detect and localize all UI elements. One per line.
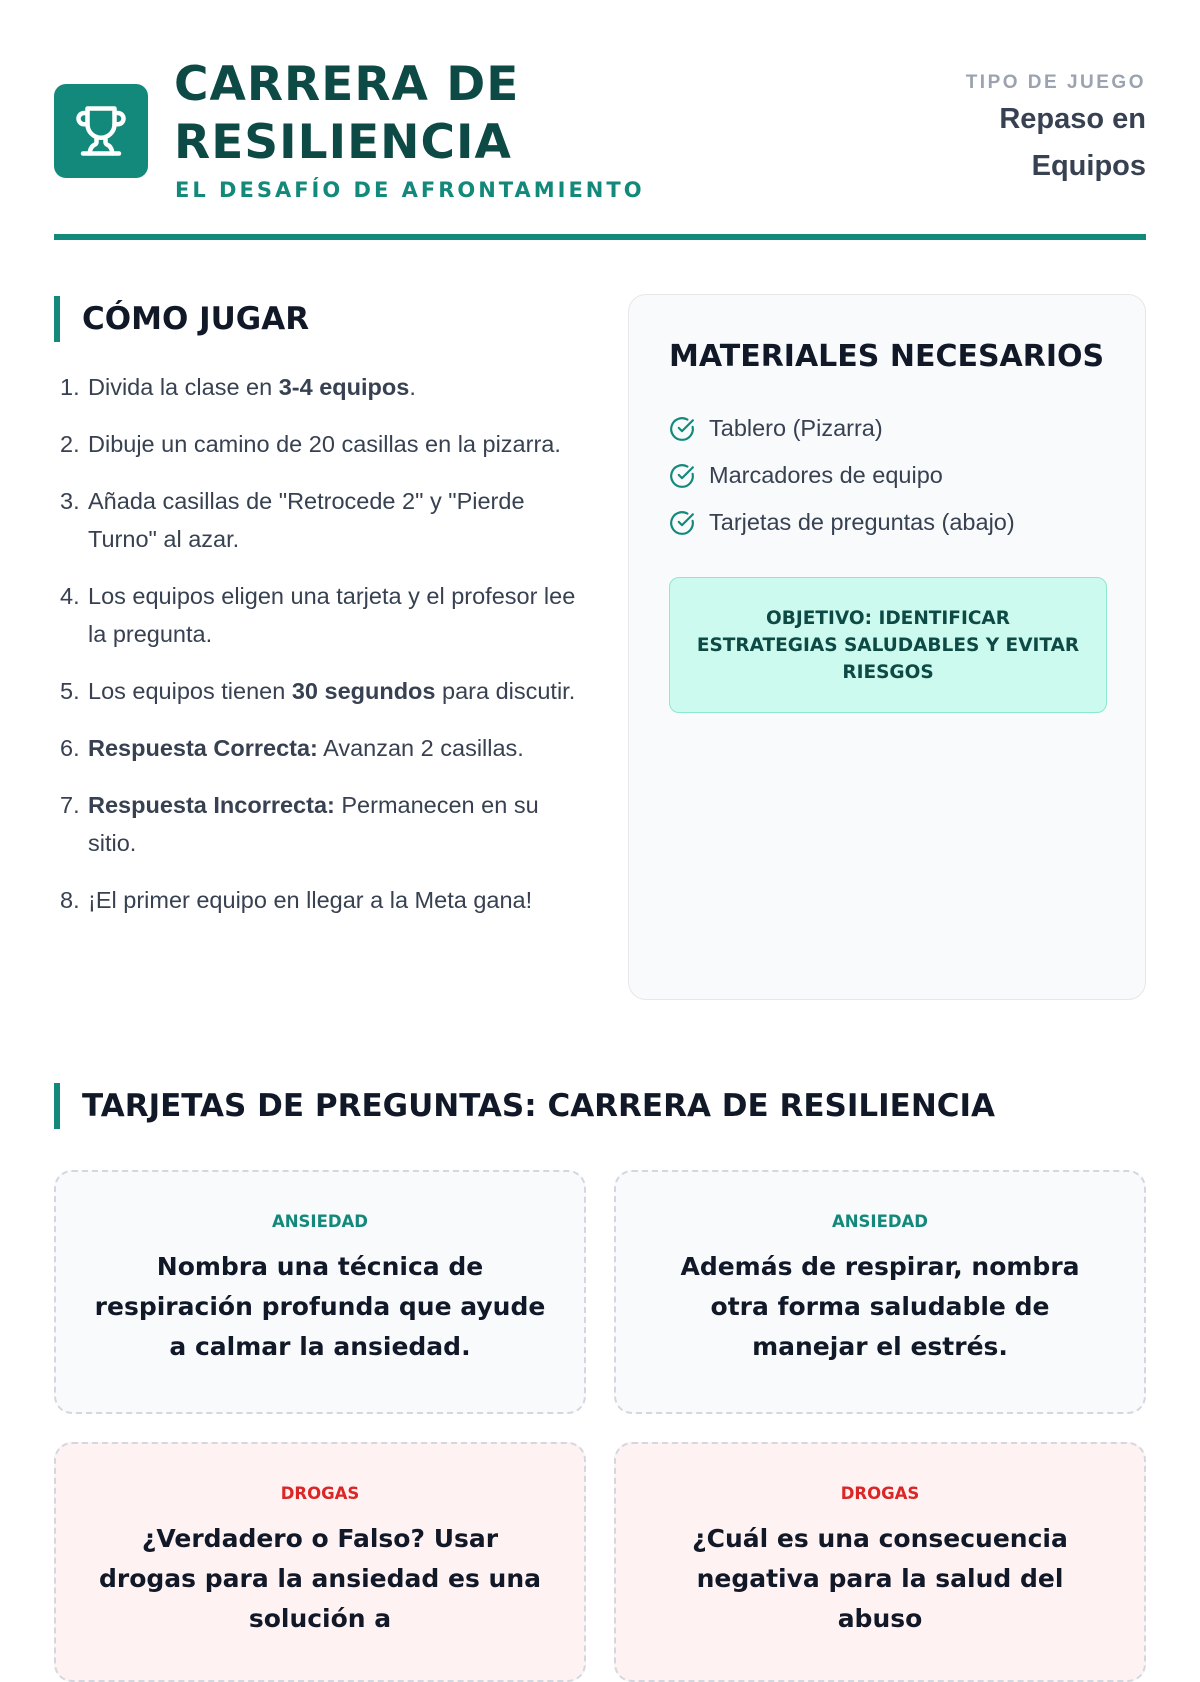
check-circle-icon	[669, 510, 695, 536]
logo	[54, 84, 148, 178]
question-card	[614, 1170, 1146, 1414]
card-question: Nombra una técnica de respiración profunda que ayude a calmar la ansiedad.	[94, 1252, 546, 1361]
card-question: ¿Verdadero o Falso? Usar drogas para la ansiedad es una solución a	[98, 1524, 541, 1633]
game-type-label: TIPO DE JUEGO	[965, 72, 1146, 93]
card-category: ANSIEDAD	[831, 1212, 929, 1231]
step-item: 8. ¡El primer equipo en llegar a la Meta gana!	[60, 887, 533, 913]
step-item: 7. Respuesta Incorrecta: Permanecen en su sitio.	[60, 792, 539, 856]
card-question: Además de respirar, nombra otra forma saludable de manejar el estrés.	[680, 1252, 1080, 1361]
material-item: Marcadores de equipo	[669, 452, 1015, 499]
question-card	[614, 1442, 1146, 1682]
check-circle-icon	[669, 463, 695, 489]
step-item: 5. Los equipos tienen 30 segundos para discutir.	[60, 678, 576, 704]
material-item: Tarjetas de preguntas (abajo)	[669, 499, 1015, 546]
header	[54, 56, 1146, 206]
how-to-play-heading: CÓMO JUGAR	[54, 296, 309, 342]
material-item: Tablero (Pizarra)	[669, 405, 1015, 452]
step-item: 4. Los equipos eligen una tarjeta y el profesor lee la pregunta.	[60, 583, 576, 647]
question-card	[54, 1442, 586, 1682]
step-item: 2. Dibuje un camino de 20 casillas en la pizarra.	[60, 431, 561, 457]
materials-list	[669, 405, 1015, 546]
page-title: CARRERA DE RESILIENCIA	[174, 57, 520, 170]
question-cards-heading: TARJETAS DE PREGUNTAS: CARRERA DE RESILIENCIA	[54, 1083, 995, 1129]
steps-list	[58, 368, 578, 938]
step-item: 6. Respuesta Correcta: Avanzan 2 casillas.	[60, 735, 524, 761]
card-category: DROGAS	[840, 1484, 920, 1503]
check-circle-icon	[669, 416, 695, 442]
header-divider	[54, 234, 1146, 240]
question-card	[54, 1170, 586, 1414]
page-subtitle: EL DESAFÍO DE AFRONTAMIENTO	[175, 178, 645, 202]
trophy-icon	[74, 104, 128, 158]
objective-box: OBJETIVO: IDENTIFICAR ESTRATEGIAS SALUDABLES Y EVITAR RIESGOS	[669, 577, 1107, 713]
card-category: DROGAS	[280, 1484, 360, 1503]
card-question: ¿Cuál es una consecuencia negativa para la salud del abuso	[692, 1524, 1068, 1633]
materials-card	[628, 294, 1146, 1000]
game-type-value: Repaso en Equipos	[999, 103, 1146, 182]
step-item: 3. Añada casillas de "Retrocede 2" y "Pierde Turno" al azar.	[60, 488, 525, 552]
card-category: ANSIEDAD	[271, 1212, 369, 1231]
materials-heading: MATERIALES NECESARIOS	[669, 339, 1105, 374]
step-item: 1. Divida la clase en 3-4 equipos.	[60, 374, 416, 400]
